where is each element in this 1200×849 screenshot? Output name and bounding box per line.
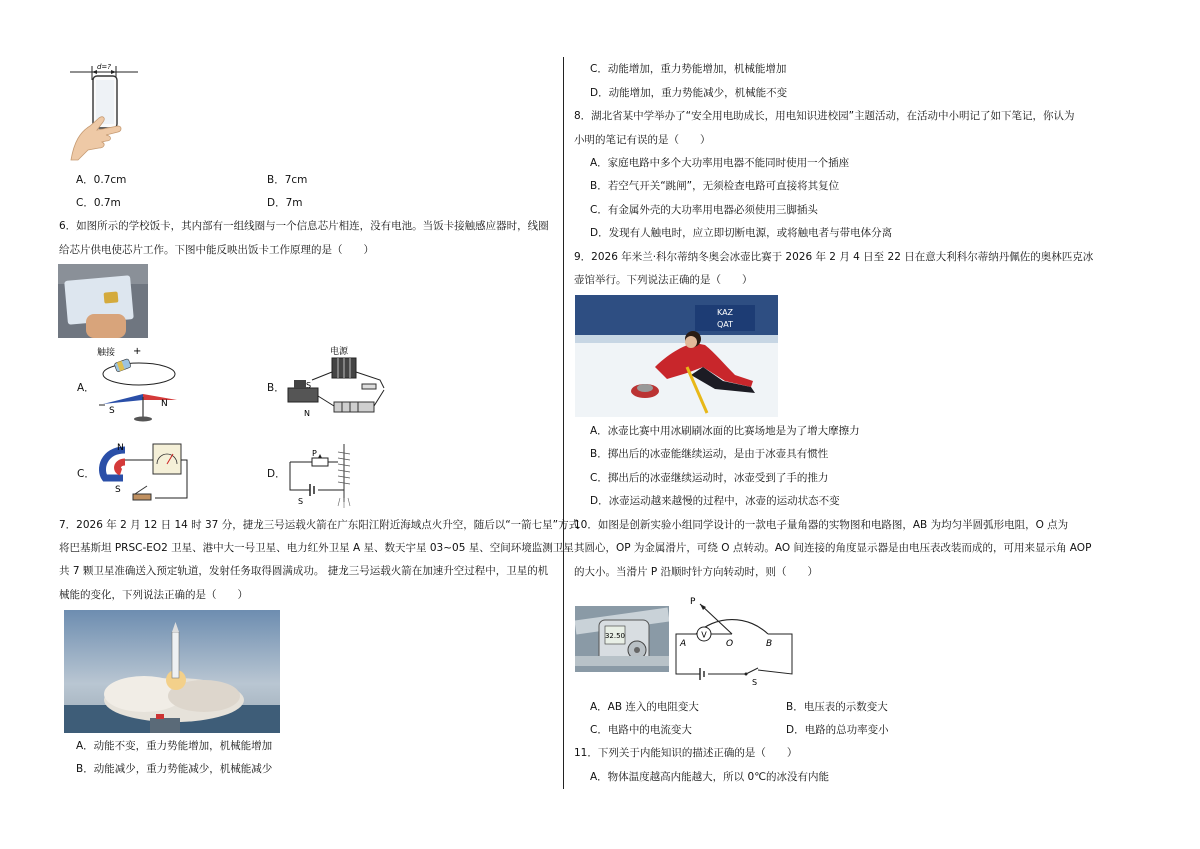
svg-text:N: N: [304, 409, 310, 418]
svg-text:触接: 触接: [97, 348, 116, 358]
scoreboard-qat: QAT: [716, 320, 734, 329]
q6-stem-line1: 6．如图所示的学校饭卡，其内部有一组线圈与一个信息芯片相连，没有电池。当饭卡接触感应器时，线圈: [59, 220, 549, 232]
q8-option-d: D．发现有人触电时，应立即切断电源，或将触电者与带电体分离: [590, 227, 893, 239]
svg-text:电源: 电源: [330, 347, 349, 357]
q11-stem: 11．下列关于内能知识的描述正确的是（ ）: [574, 747, 798, 759]
q5-option-c: C．0.7m: [76, 197, 121, 209]
digital-protractor-photo: [575, 606, 669, 672]
svg-text:S: S: [298, 497, 304, 506]
phone-hand-figure: [66, 60, 146, 162]
svg-text:N: N: [117, 443, 124, 453]
q8-stem-line2: 小明的笔记有误的是（ ）: [574, 134, 711, 146]
q9-option-a: A．冰壶比赛中用冰刷刷冰面的比赛场地是为了增大摩擦力: [590, 425, 860, 437]
q9-option-c: C．掷出后的冰壶继续运动时，冰壶受到了手的推力: [590, 472, 829, 484]
q6-stem-line2: 给芯片供电使芯片工作。下图中能反映出饭卡工作原理的是（ ）: [59, 244, 374, 256]
q6-option-b-letter: B．: [267, 382, 285, 394]
svg-text:S: S: [306, 381, 312, 390]
curling-photo: [575, 295, 778, 417]
protractor-readout: 32.50: [604, 632, 626, 640]
q10-stem-line2: 其圆心，OP 为金属滑片，可绕 O 点转动。AO 间连接的角度显示器是由电压表改装而成的，可用来显示角 AOP: [574, 542, 1092, 554]
q6-option-d-letter: D．: [267, 468, 286, 480]
q10-option-b: B．电压表的示数变大: [786, 701, 888, 713]
svg-text:+: +: [133, 346, 142, 357]
scoreboard-kaz: KAZ: [716, 308, 734, 317]
q10-circuit-diagram: [672, 592, 796, 686]
q7-option-b: B．动能减少，重力势能减少，机械能减少: [76, 763, 273, 775]
q6-option-a-figure: [95, 344, 185, 424]
q7-stem-line1: 7．2026 年 2 月 12 日 14 时 37 分，捷龙三号运载火箭在广东阳江附近海域点火升空，随后以“一箭七星”方式: [59, 519, 580, 531]
q6-option-c-figure: [95, 440, 195, 512]
q10-stem-line3: 的大小。当滑片 P 沿顺时针方向转动时，则（ ）: [574, 566, 819, 578]
q9-stem-line1: 9．2026 年米兰·科尔蒂纳冬奥会冰壶比赛于 2026 年 2 月 4 日至 22 日在意大利科尔蒂纳丹佩佐的奥林匹克冰: [574, 251, 1094, 263]
q8-option-a: A．家庭电路中多个大功率用电器不能同时使用一个插座: [590, 157, 850, 169]
q9-option-b: B．掷出后的冰壶能继续运动，是由于冰壶具有惯性: [590, 448, 829, 460]
column-divider: [563, 57, 564, 789]
svg-text:S: S: [752, 678, 758, 686]
q5-option-a: A．0.7cm: [76, 174, 127, 186]
q5-option-d: D．7m: [267, 197, 303, 209]
q7-option-c: C．动能增加，重力势能增加，机械能增加: [590, 63, 787, 75]
width-label: d=?: [96, 63, 112, 71]
svg-text:A: A: [680, 639, 687, 649]
q8-option-b: B．若空气开关“跳闸”，无须检查电路可直接将其复位: [590, 180, 840, 192]
svg-text:P: P: [312, 449, 317, 458]
q10-option-c: C．电路中的电流变大: [590, 724, 692, 736]
svg-text:B: B: [766, 639, 773, 649]
svg-text:N: N: [161, 399, 168, 409]
q8-option-c: C．有金属外壳的大功率用电器必须使用三脚插头: [590, 204, 818, 216]
q7-stem-line3: 共 7 颗卫星准确送入预定轨道，发射任务取得圆满成功。 捷龙三号运载火箭在加速升空过程中，卫星的机: [59, 565, 549, 577]
q10-option-d: D．电路的总功率变小: [786, 724, 889, 736]
q7-option-d: D．动能增加，重力势能减少，机械能不变: [590, 87, 788, 99]
q11-option-a: A．物体温度越高内能越大，所以 0℃的冰没有内能: [590, 771, 829, 783]
q6-option-d-figure: [282, 438, 382, 510]
q10-option-a: A．AB 连入的电阻变大: [590, 701, 699, 713]
q5-option-b: B．7cm: [267, 174, 308, 186]
svg-text:S: S: [115, 485, 121, 495]
q9-option-d: D．冰壶运动越来越慢的过程中，冰壶的运动状态不变: [590, 495, 840, 507]
svg-text:V: V: [701, 630, 707, 640]
svg-text:P: P: [690, 597, 696, 607]
meal-card-photo: [58, 264, 148, 338]
svg-text:S: S: [109, 406, 115, 416]
q6-option-a-letter: A．: [77, 382, 95, 394]
q8-stem-line1: 8．湖北省某中学举办了“安全用电助成长，用电知识进校园”主题活动，在活动中小明记了如下笔记，你认为: [574, 110, 1075, 122]
q10-stem-line1: 10．如图是创新实验小组同学设计的一款电子量角器的实物图和电路图，AB 为均匀半圆弧形电阻，O 点为: [574, 519, 1069, 531]
svg-text:O: O: [726, 639, 734, 649]
rocket-launch-photo: [64, 610, 280, 733]
q9-stem-line2: 壶馆举行。下列说法正确的是（ ）: [574, 274, 753, 286]
q6-option-b-figure: [284, 344, 394, 424]
q7-stem-line4: 械能的变化，下列说法正确的是（ ）: [59, 589, 248, 601]
q6-option-c-letter: C．: [77, 468, 95, 480]
q7-stem-line2: 将巴基斯坦 PRSC-EO2 卫星、港中大一号卫星、电力红外卫星 A 星、数天宇星 03~05 星、空间环境监测卫星: [59, 542, 574, 554]
q7-option-a: A．动能不变，重力势能增加，机械能增加: [76, 740, 273, 752]
